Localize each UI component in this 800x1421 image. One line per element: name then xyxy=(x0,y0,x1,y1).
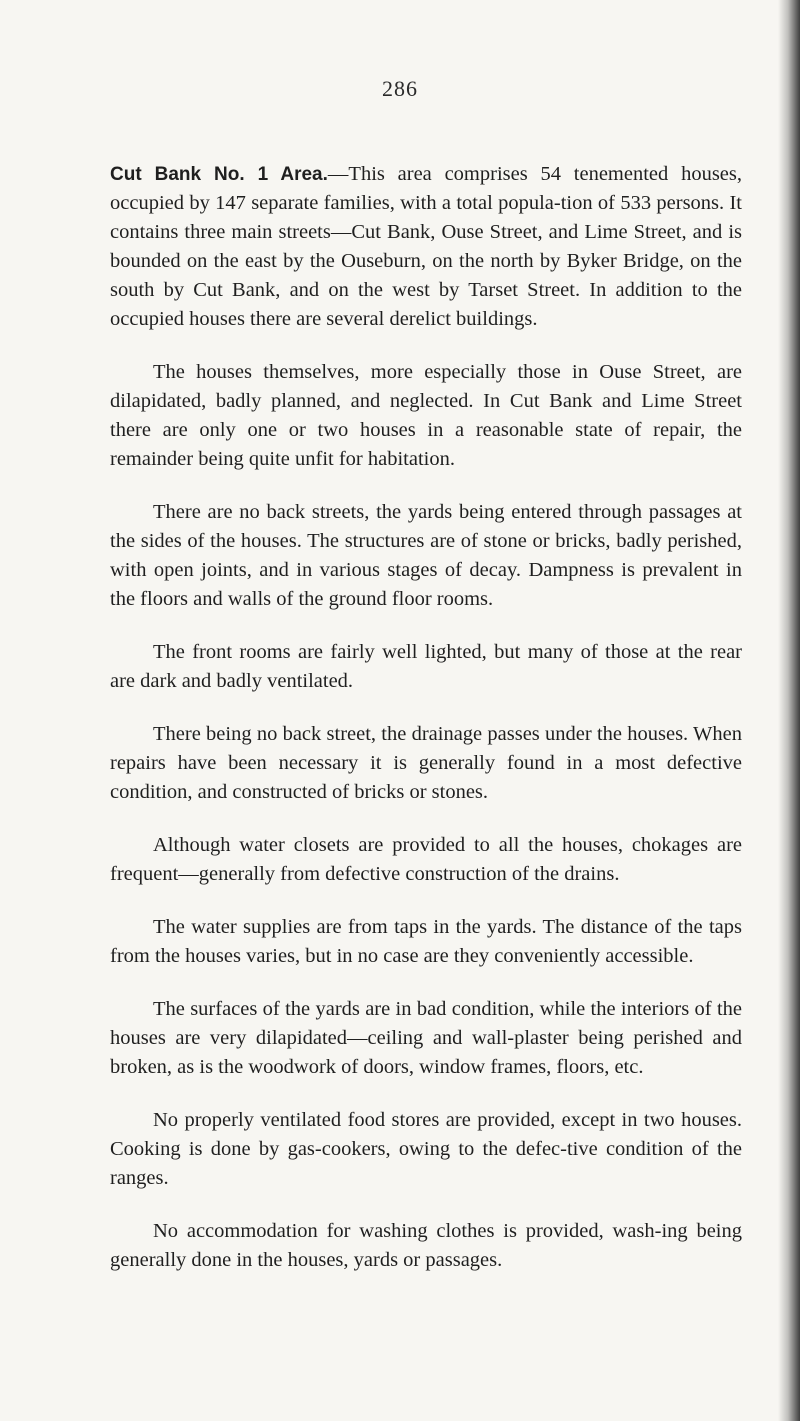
paragraph xyxy=(110,160,742,334)
paragraph: No accommodation for washing clothes is provided, wash-ing being generally done in the houses, yards or passages. xyxy=(110,1220,742,1271)
paragraph: The houses themselves, more especially those in Ouse Street, are dilapidated, badly planned, and neglected. In Cut Bank and Lime Street there are only one or two houses in a reasonable state of repair, the remainder being quite unfit for habitation. xyxy=(110,361,742,470)
paragraph: Although water closets are provided to all the houses, chokages are frequent—generally from defective construction of the drains. xyxy=(110,834,742,885)
paragraph-heading: Cut Bank No. 1 Area. xyxy=(110,164,328,185)
paragraph: No properly ventilated food stores are provided, except in two houses. Cooking is done by gas-cookers, owing to the defec-tive condition of the ranges. xyxy=(110,1109,742,1189)
paragraph: There are no back streets, the yards being entered through passages at the sides of the houses. The structures are of stone or bricks, badly perished, with open joints, and in various stages of decay. Dampness is prevalent in the floors and walls of the ground floor rooms. xyxy=(110,501,742,610)
paragraph-text: —This area comprises 54 tenemented houses, occupied by 147 separate families, with a total popula-tion of 533 persons. It contains three main streets—Cut Bank, Ouse Street, and Lime Street, and is bounded on the east by the Ouseburn, on the north by Byker Bridge, on the south by Cut Bank, and on the west by Tarset Street. In addition to the occupied houses there are several derelict buildings. xyxy=(110,163,742,330)
paragraph: The front rooms are fairly well lighted, but many of those at the rear are dark and badly ventilated. xyxy=(110,641,742,692)
page-edge-shadow xyxy=(778,0,800,1421)
paragraph: There being no back street, the drainage passes under the houses. When repairs have been necessary it is generally found in a most defective condition, and constructed of bricks or stones. xyxy=(110,723,742,803)
paragraph: The water supplies are from taps in the yards. The distance of the taps from the houses varies, but in no case are they conveniently accessible. xyxy=(110,916,742,967)
paragraph: The surfaces of the yards are in bad condition, while the interiors of the houses are very dilapidated—ceiling and wall-plaster being perished and broken, as is the woodwork of doors, window frames, floors, etc. xyxy=(110,998,742,1078)
body-text xyxy=(110,160,742,1299)
page-number: 286 xyxy=(382,76,418,101)
